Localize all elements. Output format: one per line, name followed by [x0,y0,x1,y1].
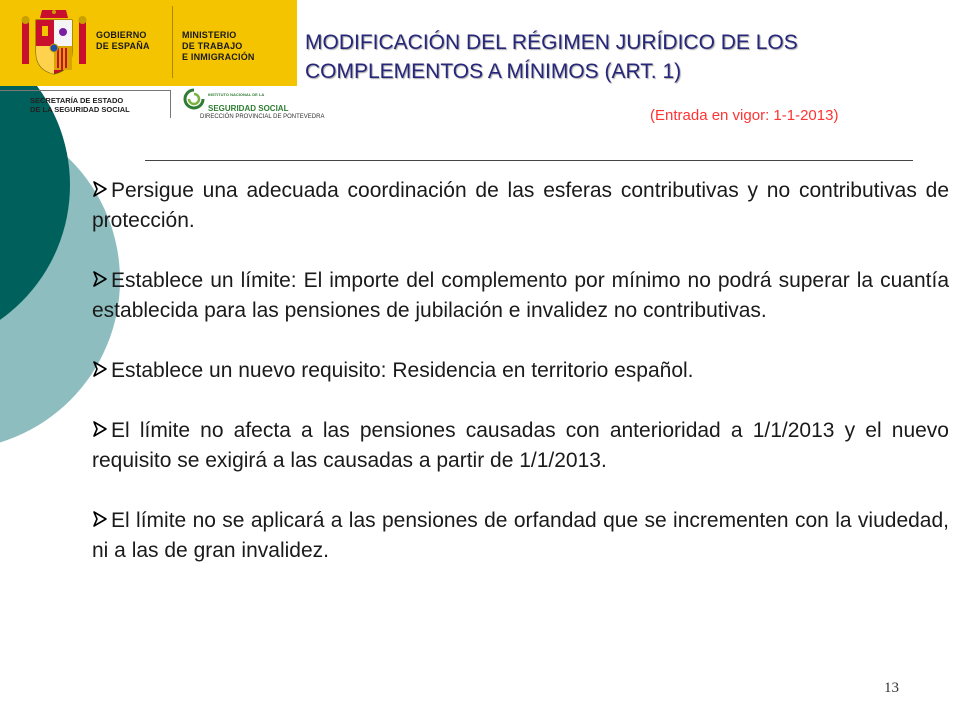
bullet-item [92,176,949,236]
bullet-text: Persigue una adecuada coordinación de las esferas contributivas y no contributivas de protección. [92,179,949,232]
arrow-bullet-icon [92,179,108,199]
gobierno-de-espana-label: GOBIERNO DE ESPAÑA [96,30,150,51]
bullet-text: El límite no se aplicará a las pensiones de orfandad que se incrementen con la viudedad, ni a las de gran invalidez. [92,509,949,562]
slide-title: MODIFICACIÓN DEL RÉGIMEN JURÍDICO DE LOS COMPLEMENTOS A MÍNIMOS (ART. 1) [305,31,798,83]
title-rule [145,160,913,161]
bullet-item [92,416,949,476]
secretaria-label: SECRETARÍA DE ESTADO DE LA SEGURIDAD SOCIAL [30,96,130,114]
ministerio-label: MINISTERIO DE TRABAJO E INMIGRACIÓN [182,30,255,62]
ss-institute-label: INSTITUTO NACIONAL DE LA [208,92,265,97]
arrow-bullet-icon [92,509,108,529]
header-vertical-rule [170,90,171,118]
bullet-list [92,176,949,566]
bullet-text: El límite no afecta a las pensiones causadas con anterioridad a 1/1/2013 y el nuevo requisito se exigirá a las causadas a partir de 1/1/2013. [92,419,949,472]
bullet-text: Establece un nuevo requisito: Residencia en territorio español. [111,359,694,382]
page-number: 13 [884,680,899,696]
bullet-text: Establece un límite: El importe del complemento por mínimo no podrá superar la cuantía establecida para las pensiones de jubilación e invalidez no contributivas. [92,269,949,322]
bullet-item [92,356,949,386]
coat-of-arms-icon [18,8,90,78]
seguridad-social-logo-icon [183,88,205,110]
ss-direction-label: DIRECCIÓN PROVINCIAL DE PONTEVEDRA [200,114,325,120]
arrow-bullet-icon [92,419,108,439]
ss-name-label: SEGURIDAD SOCIAL [208,104,289,113]
arrow-bullet-icon [92,359,108,379]
effective-date-subtitle: (Entrada en vigor: 1-1-2013) [650,107,839,124]
bullet-item [92,506,949,566]
government-banner [0,0,297,86]
bullet-item [92,266,949,326]
banner-divider [172,6,173,78]
secretaria-rule [0,90,170,91]
arrow-bullet-icon [92,269,108,289]
